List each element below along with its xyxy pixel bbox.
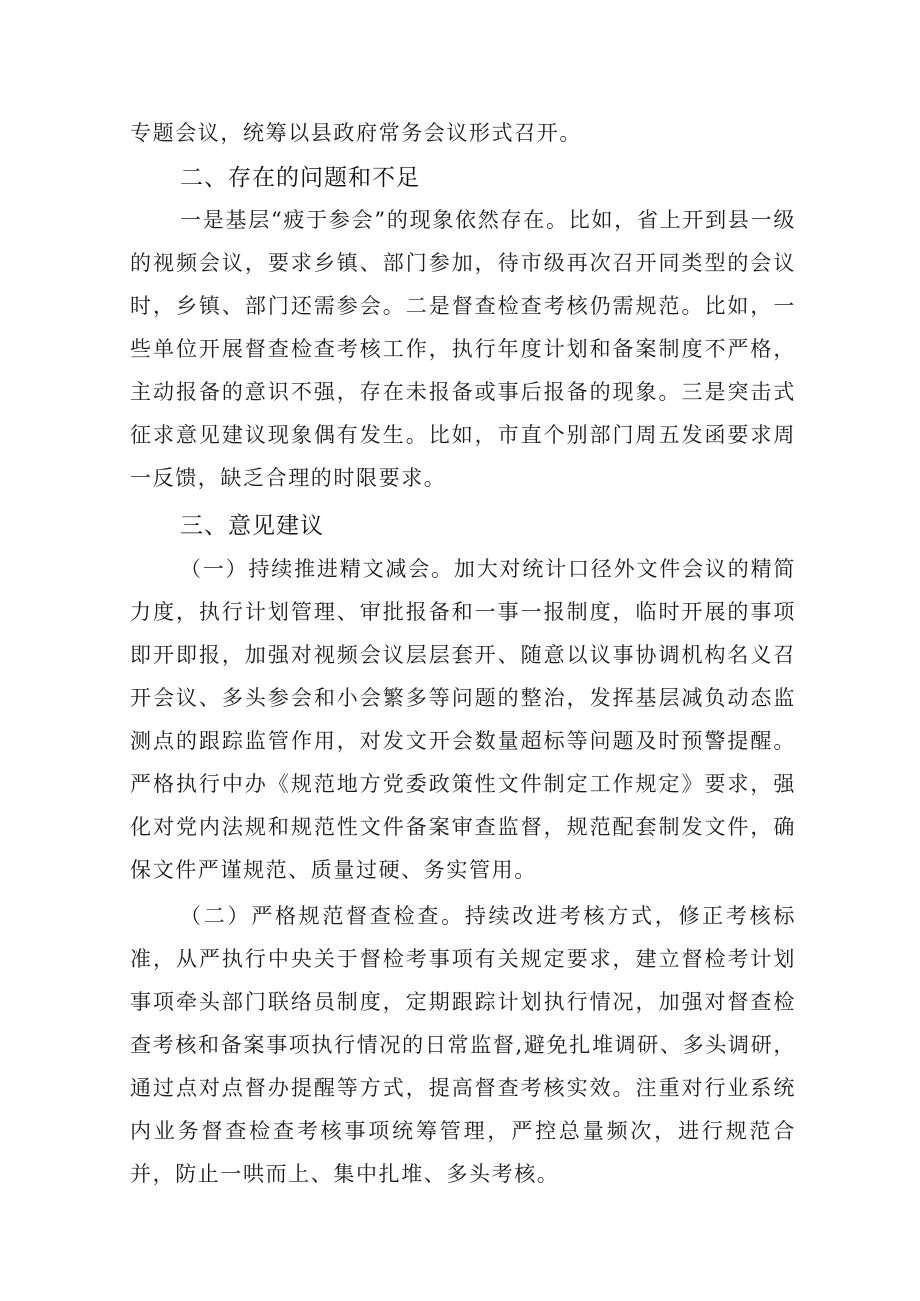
section-heading-problems: 二、存在的问题和不足 [180, 165, 420, 191]
section-heading-suggestions: 三、意见建议 [180, 513, 324, 539]
problems-paragraph: 一是基层“疲于参会”的现象依然存在。比如，省上开到县一级的视频会议，要求乡镇、部门参加，待市级再次召开同类型的会议时，乡镇、部门还需参会。二是督查检查考核仍需规范。比如，一些单位开展督查检查考核工作，执行年度计划和备案制度不严格，主动报备的意识不强，存在未报备或事后报备的现象。三是突击式征求意见建议现象偶有发生。比如，市直个别部门周五发函要求周一反馈，缺乏合理的时限要求。 [130, 208, 796, 490]
continuation-paragraph: 专题会议，统筹以县政府常务会议形式召开。 [130, 121, 582, 145]
suggestion-paragraph-2: （二）严格规范督查检查。持续改进考核方式，修正考核标准，从严执行中央关于督检考事项有关规定要求，建立督检考计划事项牵头部门联络员制度，定期跟踪计划执行情况，加强对督查检查考核和备案事项执行情况的日常监督,避免扎堆调研、多头调研，通过点对点督办提醒等方式，提高督查考核实效。注重对行业系统内业务督查检查考核事项统筹管理，严控总量频次，进行规范合并，防止一哄而上、集中扎堆、多头考核。 [130, 904, 796, 1186]
suggestion-paragraph-1: （一）持续推进精文减会。加大对统计口径外文件会议的精简力度，执行计划管理、审批报备和一事一报制度，临时开展的事项即开即报，加强对视频会议层层套开、随意以议事协调机构名义召开会议、多头参会和小会繁多等问题的整治，发挥基层减负动态监测点的跟踪监管作用，对发文开会数量超标等问题及时预警提醒。严格执行中办《规范地方党委政策性文件制定工作规定》要求，强化对党内法规和规范性文件备案审查监督，规范配套制发文件，确保文件严谨规范、质量过硬、务实管用。 [130, 557, 796, 882]
